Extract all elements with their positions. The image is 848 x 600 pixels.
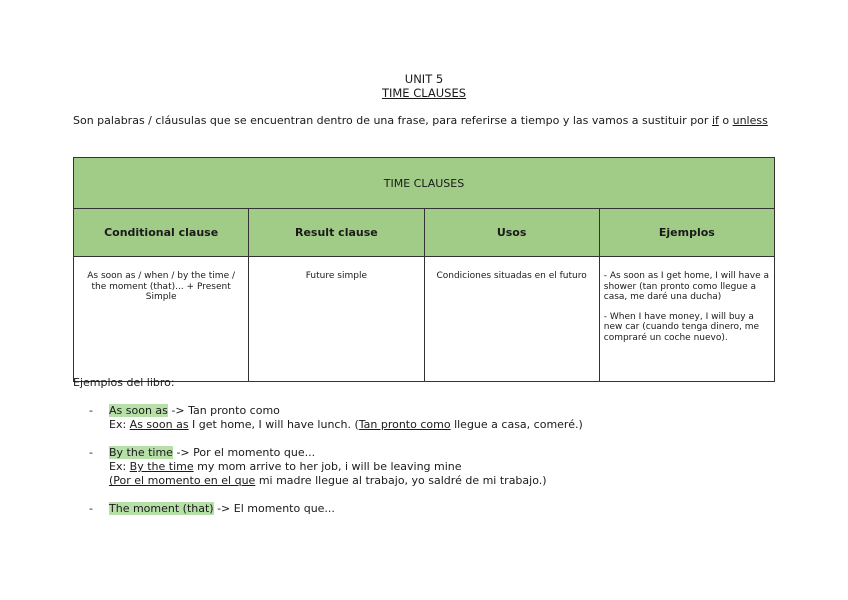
example-rest: my mom arrive to her job, i will be leaving mine: [193, 460, 462, 473]
intro-paragraph: [73, 114, 773, 128]
item-definition: [109, 404, 773, 418]
list-item: [73, 446, 773, 488]
item-example: [109, 418, 773, 432]
list-dash: -: [89, 404, 93, 417]
cell-ejemplos: [599, 257, 774, 382]
list-dash: -: [89, 502, 93, 515]
cell-result: Future simple: [249, 257, 424, 382]
example-rest: I get home, I will have lunch. (: [188, 418, 359, 431]
term-meaning: -> Por el momento que...: [172, 446, 316, 459]
table-header-row: [74, 209, 775, 257]
intro-if-word: if: [711, 114, 719, 127]
page-subtitle: TIME CLAUSES: [381, 86, 467, 100]
term-meaning: -> El momento que...: [213, 502, 335, 515]
item-translation: [109, 474, 773, 488]
table-row: [74, 257, 775, 382]
cell-conditional: As soon as / when / by the time / the moment (that)... + Present Simple: [74, 257, 249, 382]
example-term: By the time: [129, 460, 194, 473]
unit-title: UNIT 5: [404, 72, 444, 86]
highlighted-term: The moment (that): [109, 502, 214, 515]
list-item: [73, 404, 773, 432]
column-header-result: Result clause: [249, 209, 424, 257]
example-prefix: Ex:: [109, 418, 130, 431]
item-definition: [109, 502, 773, 516]
column-header-conditional: Conditional clause: [74, 209, 249, 257]
intro-connector: o: [718, 114, 733, 127]
table-title-row: [74, 158, 775, 209]
example-translation-rest: mi madre llegue al trabajo, yo saldré de mi trabajo.): [255, 474, 547, 487]
example-translation-term: (Por el momento en el que: [109, 474, 256, 487]
intro-text: Son palabras / cláusulas que se encuentran dentro de una frase, para referirse a tiempo y las vamos a sustituir por: [73, 114, 712, 127]
cell-usos: Condiciones situadas en el futuro: [424, 257, 599, 382]
column-header-usos: Usos: [424, 209, 599, 257]
ejemplo-2: - When I have money, I will buy a new car (cuando tenga dinero, me compraré un coche nuevo).: [603, 311, 760, 343]
column-header-ejemplos: Ejemplos: [599, 209, 774, 257]
term-meaning: -> Tan pronto como: [167, 404, 280, 417]
list-item: [73, 502, 773, 516]
example-translation-term: Tan pronto como: [358, 418, 451, 431]
item-example: [109, 460, 773, 474]
example-translation-rest: llegue a casa, comeré.): [450, 418, 583, 431]
highlighted-term: By the time: [109, 446, 173, 459]
item-definition: [109, 446, 773, 460]
highlighted-term: As soon as: [109, 404, 168, 417]
example-prefix: Ex:: [109, 460, 130, 473]
time-clauses-table: [73, 157, 775, 382]
examples-list: [73, 404, 773, 530]
table-title: TIME CLAUSES: [74, 158, 775, 209]
examples-heading: Ejemplos del libro:: [73, 376, 175, 389]
intro-unless-word: unless: [732, 114, 768, 127]
example-term: As soon as: [129, 418, 189, 431]
ejemplo-1: - As soon as I get home, I will have a shower (tan pronto como llegue a casa, me daré una ducha): [603, 271, 769, 302]
list-dash: -: [89, 446, 93, 459]
